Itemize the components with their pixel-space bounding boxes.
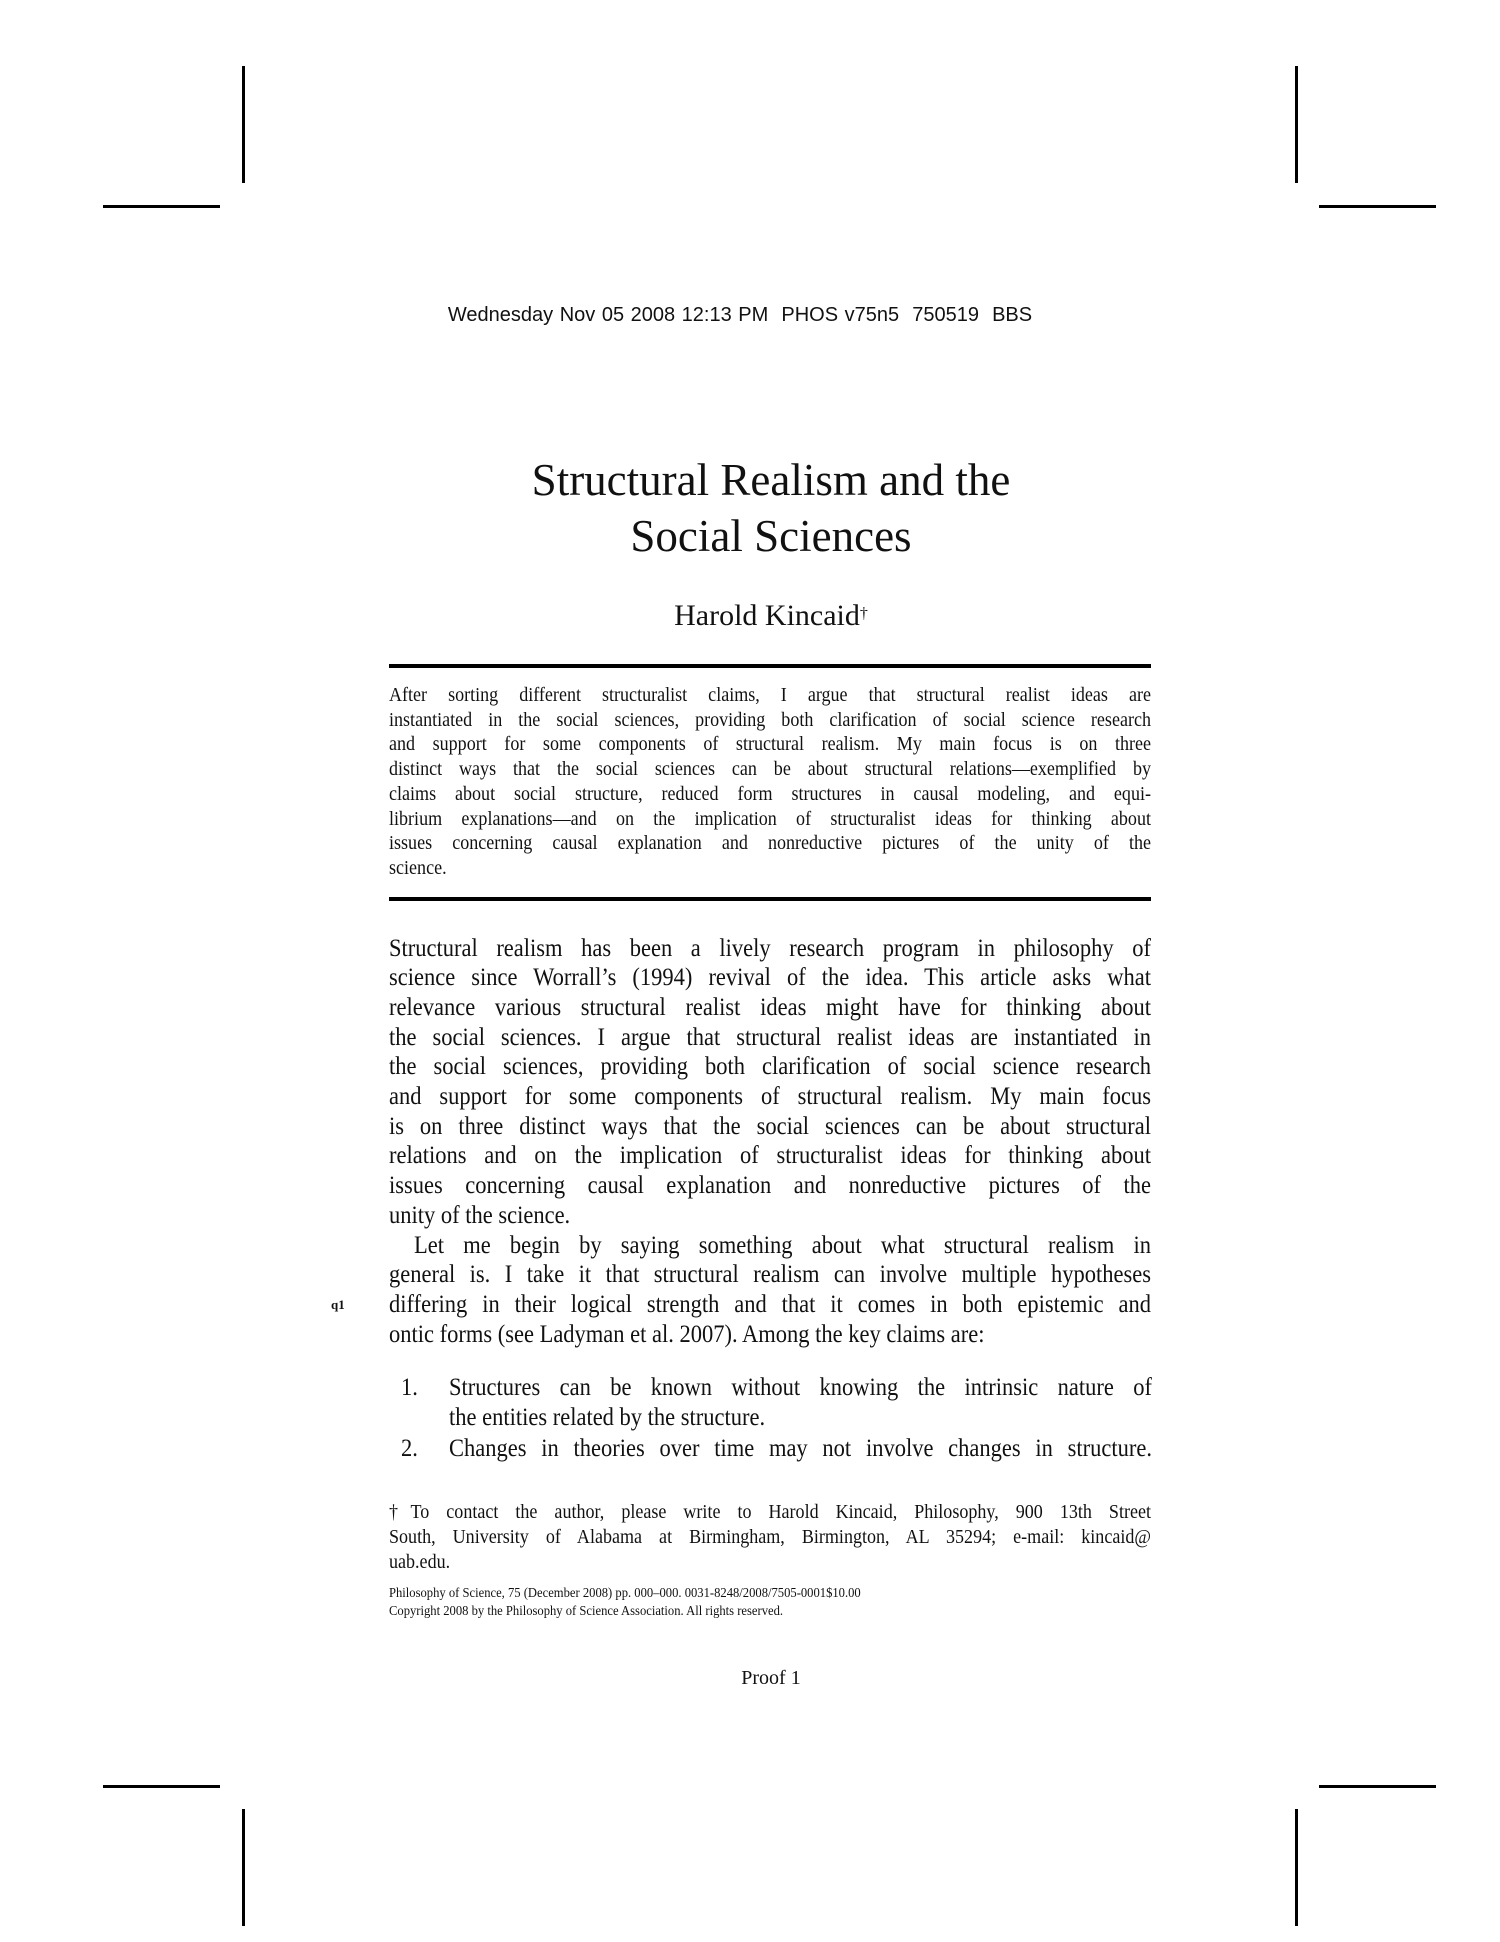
author-contact-footnote-line: uab.edu. <box>389 1551 451 1573</box>
abstract-line: issues concerning causal explanation and nonreductive pictures of the unity of the <box>389 832 1151 855</box>
author-contact-footnote-line: †To contact the author, please write to Harold Kincaid, Philosophy, 900 13th Street <box>389 1501 1151 1523</box>
body-text-line: Let me begin by saying something about what structural realism in <box>414 1231 1151 1259</box>
abstract-line: and support for some components of structural realism. My main focus is on three <box>389 733 1151 756</box>
author-byline <box>371 598 1171 634</box>
article-title-line-1: Structural Realism and the <box>531 455 1011 505</box>
abstract-line: After sorting different structuralist claims, I argue that structural realist ideas are <box>389 684 1151 706</box>
citation-line: Copyright 2008 by the Philosophy of Science Association. All rights reserved. <box>389 1603 784 1619</box>
abstract-line: distinct ways that the social sciences can be about structural relations—exemplified by <box>389 758 1151 781</box>
body-text-line: the social sciences. I argue that structural realist ideas are instantiated in <box>389 1023 1151 1051</box>
body-text-line: the social sciences, providing both clarification of social science research <box>389 1053 1151 1081</box>
body-text-line: differing in their logical strength and that it comes in both epistemic and <box>389 1290 1151 1318</box>
list-item-number: 1. <box>401 1373 418 1401</box>
author-name: Harold Kincaid <box>674 599 860 632</box>
query-marker: q1 <box>331 1297 345 1312</box>
abstract-line: claims about social structure, reduced form structures in causal modeling, and equi- <box>389 782 1151 805</box>
body-text-line: ontic forms (see Ladyman et al. 2007). Among the key claims are: <box>389 1320 985 1348</box>
proof-header-slug: Wednesday Nov 05 2008 12:13 PM PHOS v75n5 750519 BBS <box>447 304 1033 326</box>
body-text-line: issues concerning causal explanation and nonreductive pictures of the <box>389 1172 1151 1200</box>
abstract-line: instantiated in the social sciences, providing both clarification of social science research <box>389 708 1151 731</box>
abstract-line: librium explanations—and on the implication of structuralist ideas for thinking about <box>389 807 1151 830</box>
list-item-text: Structures can be known without knowing the intrinsic nature of <box>449 1373 1152 1401</box>
crop-mark-bottom-right-vertical <box>1295 1809 1298 1926</box>
body-text-line: relations and on the implication of structuralist ideas for thinking about <box>389 1142 1151 1170</box>
citation-line: Philosophy of Science, 75 (December 2008) pp. 000–000. 0031-8248/2008/7505-0001$10.00 <box>389 1585 861 1601</box>
body-text-line: general is. I take it that structural realism can involve multiple hypotheses <box>389 1261 1151 1289</box>
body-text-line: relevance various structural realist ideas might have for thinking about <box>389 993 1151 1021</box>
body-text-line: Structural realism has been a lively research program in philosophy of <box>389 934 1151 962</box>
list-item-text: the entities related by the structure. <box>449 1403 766 1431</box>
article-title-line-2: Social Sciences <box>630 511 912 561</box>
crop-mark-top-left-horizontal <box>103 205 220 208</box>
abstract-line: science. <box>389 856 447 879</box>
body-text-line: unity of the science. <box>389 1201 571 1229</box>
abstract-top-rule <box>389 664 1151 668</box>
proof-page-label: Proof 1 <box>741 1667 801 1689</box>
crop-mark-bottom-left-horizontal <box>103 1785 220 1788</box>
author-footnote-mark: † <box>859 605 868 622</box>
crop-mark-bottom-left-vertical <box>242 1809 245 1926</box>
list-item-number: 2. <box>401 1434 418 1462</box>
abstract-bottom-rule <box>389 897 1151 901</box>
crop-mark-bottom-right-horizontal <box>1319 1785 1436 1788</box>
body-text-line: science since Worrall’s (1994) revival of the idea. This article asks what <box>389 964 1151 992</box>
crop-mark-top-right-vertical <box>1295 66 1298 183</box>
crop-mark-top-right-horizontal <box>1319 205 1436 208</box>
body-text-line: is on three distinct ways that the social sciences can be about structural <box>389 1112 1151 1140</box>
crop-mark-top-left-vertical <box>242 66 245 183</box>
author-contact-footnote-line: South, University of Alabama at Birmingham, Birmington, AL 35294; e-mail: kincaid@ <box>389 1526 1151 1548</box>
body-text-line: and support for some components of structural realism. My main focus <box>389 1083 1151 1110</box>
list-item-text: Changes in theories over time may not involve changes in structure. <box>449 1434 1152 1462</box>
